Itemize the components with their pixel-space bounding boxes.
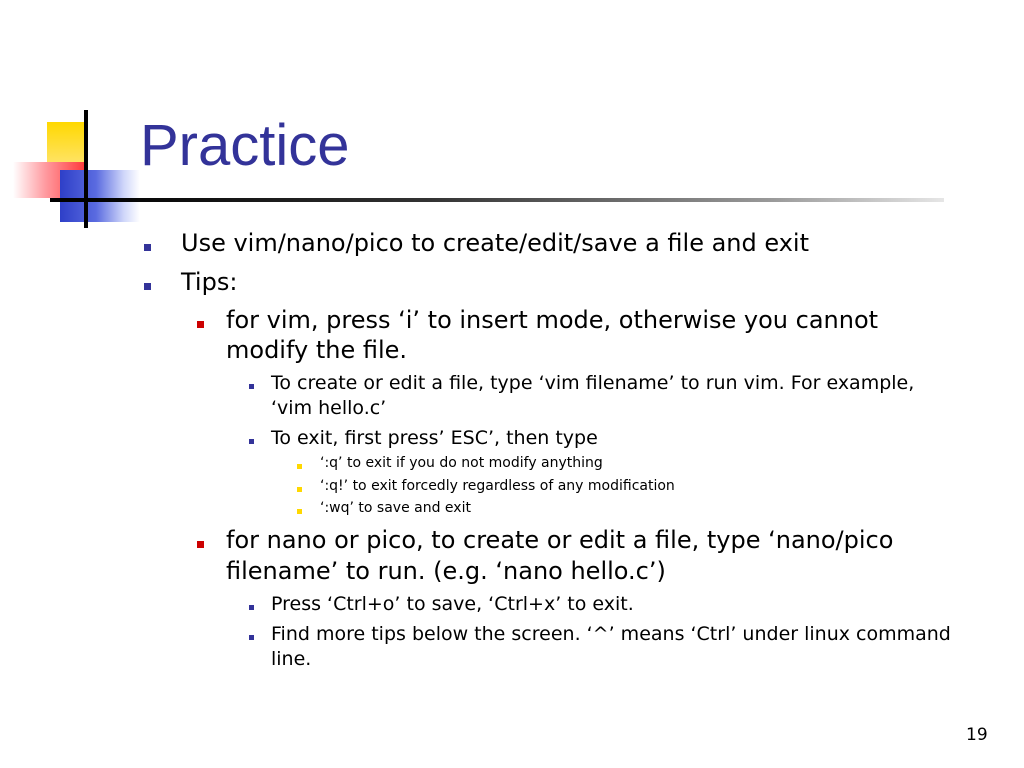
bullet-square-icon: [297, 509, 302, 514]
bullet-square-icon: [197, 321, 204, 328]
bullet-text-continuation: ‘vim hello.c’: [271, 397, 387, 419]
slide-title: Practice: [140, 113, 350, 178]
bullet-square-icon: [297, 464, 302, 469]
bullet-text: To create or edit a file, type ‘vim filename’ to run vim. For example,: [271, 372, 915, 394]
bullet-text: for nano or pico, to create or edit a file, type ‘nano/pico: [226, 526, 894, 554]
bullet-text-continuation: line.: [271, 648, 312, 670]
bullet-text-continuation: modify the file.: [226, 336, 408, 364]
bullet-text: Tips:: [181, 268, 238, 296]
page-number: 19: [966, 725, 988, 745]
bullet-text-continuation: filename’ to run. (e.g. ‘nano hello.c’): [226, 557, 666, 585]
bullet-square-icon: [297, 487, 302, 492]
bullet-square-icon: [144, 244, 151, 251]
bullet-text: To exit, first press’ ESC’, then type: [271, 427, 598, 449]
bullet-text: for vim, press ‘i’ to insert mode, otherwise you cannot: [226, 306, 879, 334]
bullet-text: Use vim/nano/pico to create/edit/save a file and exit: [181, 229, 809, 257]
bullet-text: Press ‘Ctrl+o’ to save, ‘Ctrl+x’ to exit.: [271, 593, 634, 615]
bullet-square-icon: [249, 384, 254, 389]
bullet-text: ‘:q’ to exit if you do not modify anything: [320, 455, 603, 471]
bullet-text: ‘:q!’ to exit forcedly regardless of any modification: [320, 478, 675, 494]
bullet-text: ‘:wq’ to save and exit: [320, 500, 471, 516]
bullet-square-icon: [249, 605, 254, 610]
bullet-square-icon: [249, 635, 254, 640]
bullet-square-icon: [249, 439, 254, 444]
bullet-text: Find more tips below the screen. ‘^’ means ‘Ctrl’ under linux command: [271, 623, 951, 645]
bullet-square-icon: [144, 283, 151, 290]
bullet-square-icon: [197, 541, 204, 548]
